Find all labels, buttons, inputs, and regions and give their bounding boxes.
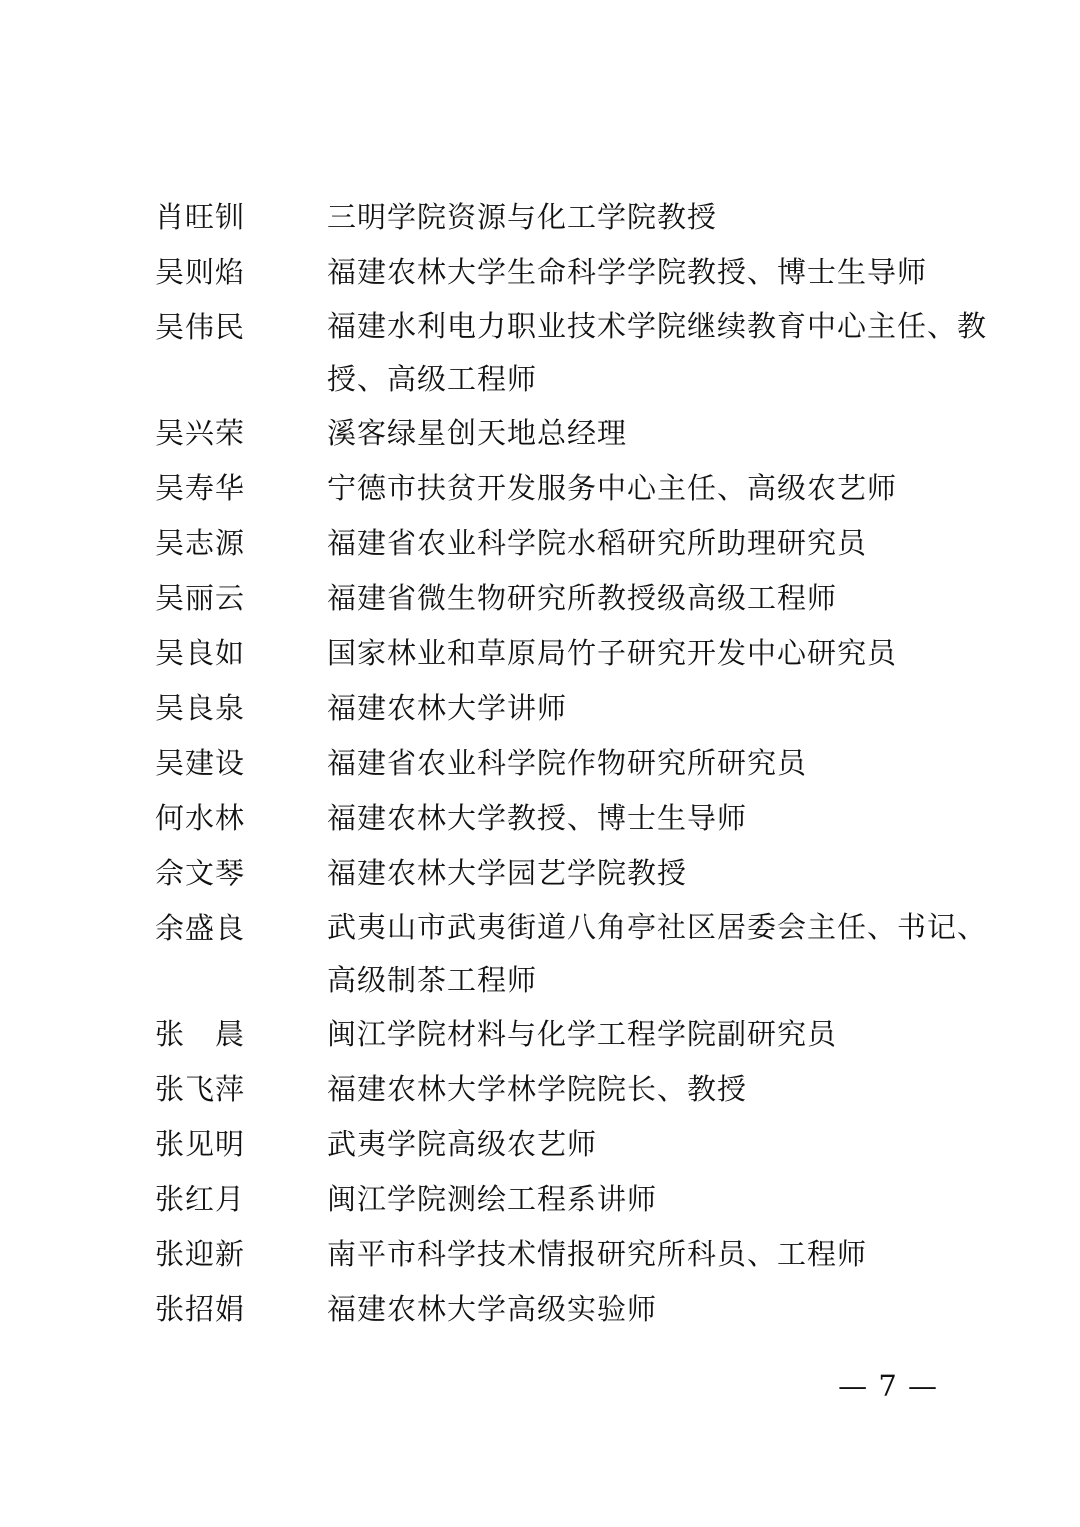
person-name: 张 晨 (155, 1017, 246, 1051)
list-item (155, 516, 1015, 571)
person-name: 吴良泉 (155, 691, 246, 725)
page-number: — 7 — (838, 1369, 938, 1403)
person-title: 福建农林大学教授、博士生导师 (327, 801, 748, 835)
list-item (155, 1227, 1015, 1282)
list-item (155, 626, 1015, 681)
person-title: 武夷山市武夷街道八角亭社区居委会主任、书记、高级制茶工程师 (327, 910, 988, 997)
person-name: 吴建设 (155, 746, 246, 780)
list-item (155, 406, 1015, 461)
person-name: 吴志源 (155, 526, 246, 560)
list-item (155, 901, 1015, 1007)
list-item (155, 1172, 1015, 1227)
person-title: 溪客绿星创天地总经理 (327, 416, 628, 450)
person-name: 余盛良 (155, 911, 246, 945)
person-title: 福建省农业科学院作物研究所研究员 (327, 746, 808, 780)
person-name: 张招娟 (155, 1292, 246, 1326)
list-item (155, 681, 1015, 736)
list-item (155, 1117, 1015, 1172)
person-title: 福建省微生物研究所教授级高级工程师 (327, 581, 838, 615)
person-name: 佘文琴 (155, 856, 246, 890)
person-title: 福建省农业科学院水稻研究所助理研究员 (327, 526, 868, 560)
person-name: 吴兴荣 (155, 416, 246, 450)
person-name: 肖旺钏 (155, 200, 246, 234)
person-title: 福建农林大学林学院院长、教授 (327, 1072, 748, 1106)
list-item (155, 571, 1015, 626)
person-name: 张飞萍 (155, 1072, 246, 1106)
person-name: 张迎新 (155, 1237, 246, 1271)
list-item (155, 1007, 1015, 1062)
person-name: 张红月 (155, 1182, 246, 1216)
person-name: 吴则焰 (155, 255, 246, 289)
person-name: 吴良如 (155, 636, 246, 670)
person-title: 国家林业和草原局竹子研究开发中心研究员 (327, 636, 898, 670)
person-title: 三明学院资源与化工学院教授 (327, 200, 718, 234)
list-item (155, 245, 1015, 300)
person-title: 武夷学院高级农艺师 (327, 1127, 598, 1161)
list-item (155, 791, 1015, 846)
person-title: 闽江学院材料与化学工程学院副研究员 (327, 1017, 838, 1051)
list-item (155, 846, 1015, 901)
person-title: 福建水利电力职业技术学院继续教育中心主任、教授、高级工程师 (327, 309, 988, 396)
expert-list (155, 190, 1015, 1337)
list-item (155, 1062, 1015, 1117)
person-title: 福建农林大学园艺学院教授 (327, 856, 688, 890)
person-title: 南平市科学技术情报研究所科员、工程师 (327, 1237, 868, 1271)
person-title: 闽江学院测绘工程系讲师 (327, 1182, 658, 1216)
person-title: 福建农林大学高级实验师 (327, 1292, 658, 1326)
list-item (155, 1282, 1015, 1337)
person-title: 福建农林大学讲师 (327, 691, 568, 725)
person-name: 张见明 (155, 1127, 246, 1161)
list-item (155, 736, 1015, 791)
person-name: 吴伟民 (155, 310, 246, 344)
person-title: 宁德市扶贫开发服务中心主任、高级农艺师 (327, 471, 898, 505)
list-item (155, 190, 1015, 245)
person-name: 吴寿华 (155, 471, 246, 505)
person-name: 吴丽云 (155, 581, 246, 615)
list-item (155, 300, 1015, 406)
person-name: 何水林 (155, 801, 246, 835)
person-title: 福建农林大学生命科学学院教授、博士生导师 (327, 255, 928, 289)
list-item (155, 461, 1015, 516)
